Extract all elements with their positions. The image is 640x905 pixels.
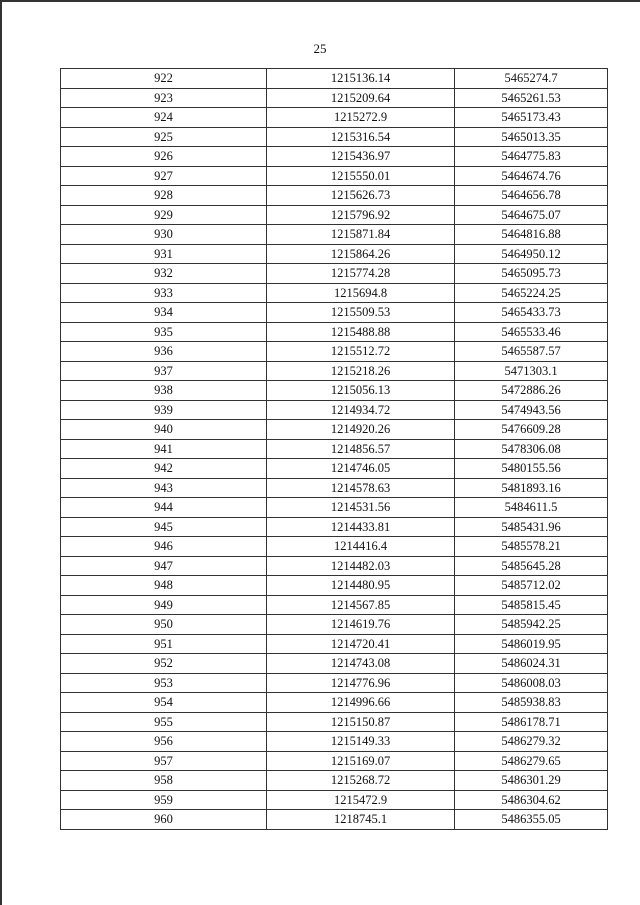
x-coordinate-cell: 1215550.01 — [267, 166, 455, 186]
x-coordinate-cell: 1214578.63 — [267, 478, 455, 498]
y-coordinate-cell: 5465013.35 — [455, 127, 608, 147]
point-number-cell: 957 — [61, 751, 267, 771]
y-coordinate-cell: 5465261.53 — [455, 88, 608, 108]
y-coordinate-cell: 5471303.1 — [455, 361, 608, 381]
x-coordinate-cell: 1214482.03 — [267, 556, 455, 576]
table-row — [61, 751, 608, 771]
point-number-cell: 926 — [61, 147, 267, 167]
point-number-cell: 945 — [61, 517, 267, 537]
point-number-cell: 922 — [61, 69, 267, 89]
table-row — [61, 537, 608, 557]
table-row — [61, 556, 608, 576]
table-row — [61, 673, 608, 693]
point-number-cell: 951 — [61, 634, 267, 654]
point-number-cell: 935 — [61, 322, 267, 342]
point-number-cell: 927 — [61, 166, 267, 186]
table-row — [61, 771, 608, 791]
x-coordinate-cell: 1214743.08 — [267, 654, 455, 674]
point-number-cell: 936 — [61, 342, 267, 362]
x-coordinate-cell: 1215272.9 — [267, 108, 455, 128]
x-coordinate-cell: 1214619.76 — [267, 615, 455, 635]
x-coordinate-cell: 1215268.72 — [267, 771, 455, 791]
page-number: 25 — [313, 41, 327, 56]
x-coordinate-cell: 1214567.85 — [267, 595, 455, 615]
y-coordinate-cell: 5464674.76 — [455, 166, 608, 186]
table-row — [61, 244, 608, 264]
x-coordinate-cell: 1214920.26 — [267, 420, 455, 440]
x-coordinate-cell: 1215218.26 — [267, 361, 455, 381]
point-number-cell: 931 — [61, 244, 267, 264]
table-row — [61, 595, 608, 615]
x-coordinate-cell: 1214433.81 — [267, 517, 455, 537]
y-coordinate-cell: 5464950.12 — [455, 244, 608, 264]
table-row — [61, 381, 608, 401]
table-row — [61, 439, 608, 459]
table-row — [61, 283, 608, 303]
y-coordinate-cell: 5484611.5 — [455, 498, 608, 518]
x-coordinate-cell: 1215488.88 — [267, 322, 455, 342]
x-coordinate-cell: 1215626.73 — [267, 186, 455, 206]
table-row — [61, 693, 608, 713]
table-row — [61, 205, 608, 225]
point-number-cell: 940 — [61, 420, 267, 440]
y-coordinate-cell: 5485815.45 — [455, 595, 608, 615]
point-number-cell: 958 — [61, 771, 267, 791]
y-coordinate-cell: 5465533.46 — [455, 322, 608, 342]
x-coordinate-cell: 1215512.72 — [267, 342, 455, 362]
coordinates-table — [60, 68, 608, 830]
point-number-cell: 947 — [61, 556, 267, 576]
table-row — [61, 459, 608, 479]
y-coordinate-cell: 5465173.43 — [455, 108, 608, 128]
coordinates-table-body — [61, 69, 608, 830]
y-coordinate-cell: 5486008.03 — [455, 673, 608, 693]
table-row — [61, 127, 608, 147]
point-number-cell: 950 — [61, 615, 267, 635]
x-coordinate-cell: 1215796.92 — [267, 205, 455, 225]
x-coordinate-cell: 1214720.41 — [267, 634, 455, 654]
y-coordinate-cell: 5481893.16 — [455, 478, 608, 498]
point-number-cell: 948 — [61, 576, 267, 596]
x-coordinate-cell: 1215436.97 — [267, 147, 455, 167]
point-number-cell: 929 — [61, 205, 267, 225]
x-coordinate-cell: 1218745.1 — [267, 810, 455, 830]
y-coordinate-cell: 5485942.25 — [455, 615, 608, 635]
y-coordinate-cell: 5485578.21 — [455, 537, 608, 557]
table-row — [61, 108, 608, 128]
y-coordinate-cell: 5486178.71 — [455, 712, 608, 732]
x-coordinate-cell: 1214416.4 — [267, 537, 455, 557]
table-row — [61, 147, 608, 167]
x-coordinate-cell: 1215774.28 — [267, 264, 455, 284]
y-coordinate-cell: 5478306.08 — [455, 439, 608, 459]
y-coordinate-cell: 5486279.65 — [455, 751, 608, 771]
table-row — [61, 88, 608, 108]
x-coordinate-cell: 1215864.26 — [267, 244, 455, 264]
table-row — [61, 303, 608, 323]
y-coordinate-cell: 5465274.7 — [455, 69, 608, 89]
table-row — [61, 186, 608, 206]
x-coordinate-cell: 1215209.64 — [267, 88, 455, 108]
x-coordinate-cell: 1215136.14 — [267, 69, 455, 89]
y-coordinate-cell: 5465587.57 — [455, 342, 608, 362]
table-row — [61, 790, 608, 810]
point-number-cell: 925 — [61, 127, 267, 147]
table-row — [61, 166, 608, 186]
y-coordinate-cell: 5486304.62 — [455, 790, 608, 810]
x-coordinate-cell: 1215871.84 — [267, 225, 455, 245]
y-coordinate-cell: 5486301.29 — [455, 771, 608, 791]
x-coordinate-cell: 1215694.8 — [267, 283, 455, 303]
point-number-cell: 953 — [61, 673, 267, 693]
point-number-cell: 939 — [61, 400, 267, 420]
y-coordinate-cell: 5464775.83 — [455, 147, 608, 167]
table-row — [61, 712, 608, 732]
table-row — [61, 361, 608, 381]
y-coordinate-cell: 5486355.05 — [455, 810, 608, 830]
point-number-cell: 930 — [61, 225, 267, 245]
x-coordinate-cell: 1214480.95 — [267, 576, 455, 596]
y-coordinate-cell: 5485938.83 — [455, 693, 608, 713]
x-coordinate-cell: 1215149.33 — [267, 732, 455, 752]
table-row — [61, 264, 608, 284]
point-number-cell: 937 — [61, 361, 267, 381]
table-row — [61, 634, 608, 654]
x-coordinate-cell: 1215316.54 — [267, 127, 455, 147]
table-row — [61, 810, 608, 830]
x-coordinate-cell: 1214531.56 — [267, 498, 455, 518]
y-coordinate-cell: 5464816.88 — [455, 225, 608, 245]
y-coordinate-cell: 5465224.25 — [455, 283, 608, 303]
point-number-cell: 949 — [61, 595, 267, 615]
table-row — [61, 654, 608, 674]
point-number-cell: 928 — [61, 186, 267, 206]
table-row — [61, 478, 608, 498]
x-coordinate-cell: 1214934.72 — [267, 400, 455, 420]
point-number-cell: 932 — [61, 264, 267, 284]
x-coordinate-cell: 1214996.66 — [267, 693, 455, 713]
point-number-cell: 946 — [61, 537, 267, 557]
table-row — [61, 342, 608, 362]
table-row — [61, 420, 608, 440]
point-number-cell: 959 — [61, 790, 267, 810]
x-coordinate-cell: 1215472.9 — [267, 790, 455, 810]
x-coordinate-cell: 1214746.05 — [267, 459, 455, 479]
y-coordinate-cell: 5465095.73 — [455, 264, 608, 284]
y-coordinate-cell: 5485645.28 — [455, 556, 608, 576]
y-coordinate-cell: 5474943.56 — [455, 400, 608, 420]
table-row — [61, 400, 608, 420]
y-coordinate-cell: 5485712.02 — [455, 576, 608, 596]
table-row — [61, 322, 608, 342]
y-coordinate-cell: 5480155.56 — [455, 459, 608, 479]
y-coordinate-cell: 5472886.26 — [455, 381, 608, 401]
point-number-cell: 941 — [61, 439, 267, 459]
y-coordinate-cell: 5486024.31 — [455, 654, 608, 674]
y-coordinate-cell: 5465433.73 — [455, 303, 608, 323]
table-row — [61, 576, 608, 596]
point-number-cell: 955 — [61, 712, 267, 732]
scan-border-left — [0, 0, 2, 905]
y-coordinate-cell: 5486279.32 — [455, 732, 608, 752]
x-coordinate-cell: 1215509.53 — [267, 303, 455, 323]
x-coordinate-cell: 1215169.07 — [267, 751, 455, 771]
table-row — [61, 615, 608, 635]
table-row — [61, 69, 608, 89]
point-number-cell: 943 — [61, 478, 267, 498]
y-coordinate-cell: 5476609.28 — [455, 420, 608, 440]
table-row — [61, 517, 608, 537]
point-number-cell: 942 — [61, 459, 267, 479]
y-coordinate-cell: 5464675.07 — [455, 205, 608, 225]
y-coordinate-cell: 5486019.95 — [455, 634, 608, 654]
point-number-cell: 938 — [61, 381, 267, 401]
table-row — [61, 225, 608, 245]
x-coordinate-cell: 1215056.13 — [267, 381, 455, 401]
point-number-cell: 954 — [61, 693, 267, 713]
point-number-cell: 924 — [61, 108, 267, 128]
point-number-cell: 952 — [61, 654, 267, 674]
x-coordinate-cell: 1214856.57 — [267, 439, 455, 459]
point-number-cell: 956 — [61, 732, 267, 752]
y-coordinate-cell: 5485431.96 — [455, 517, 608, 537]
y-coordinate-cell: 5464656.78 — [455, 186, 608, 206]
x-coordinate-cell: 1215150.87 — [267, 712, 455, 732]
point-number-cell: 960 — [61, 810, 267, 830]
point-number-cell: 923 — [61, 88, 267, 108]
x-coordinate-cell: 1214776.96 — [267, 673, 455, 693]
point-number-cell: 934 — [61, 303, 267, 323]
table-row — [61, 498, 608, 518]
point-number-cell: 933 — [61, 283, 267, 303]
scan-border-top — [0, 0, 640, 2]
point-number-cell: 944 — [61, 498, 267, 518]
table-row — [61, 732, 608, 752]
